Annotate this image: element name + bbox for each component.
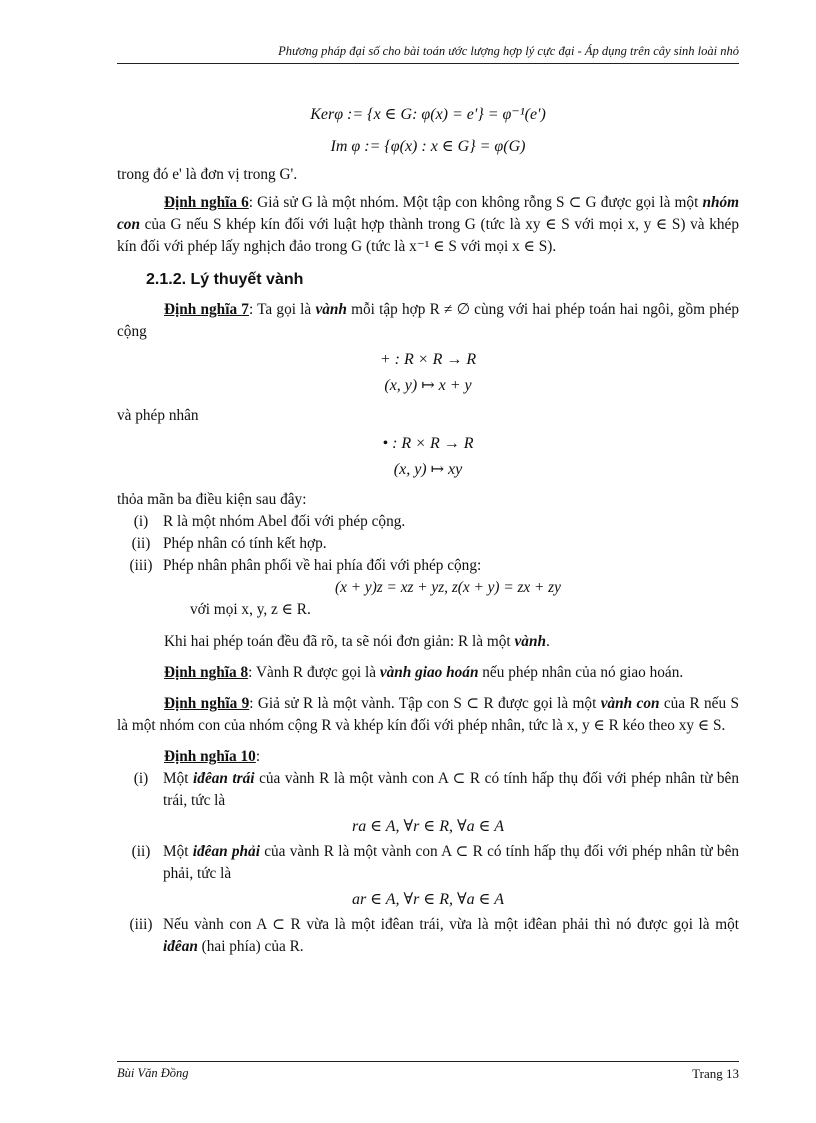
term-ideal: iđêan (163, 938, 198, 955)
term-subgroup: nhóm con (117, 194, 740, 233)
kernel-equation: Kerφ := {x ∈ G: φ(x) = e'} = φ⁻¹(e') (310, 106, 546, 123)
header-rule (117, 63, 739, 64)
ideal-item: (i) Một iđêan trái của vành R là một vành con A ⊂ R có tính hấp thụ đối với phép nhân từ bên trái, tức là (133, 770, 739, 809)
unit-sentence: trong đó e' là đơn vị trong G'. (117, 166, 298, 183)
condition-item: (ii) Phép nhân có tính kết hợp. (131, 535, 327, 552)
multiplication-intro: và phép nhân (117, 407, 199, 424)
definition-8: Định nghĩa 8: Vành R được gọi là vành giao hoán nếu phép nhân của nó giao hoán. (164, 664, 684, 681)
multiplication-map: • : R × R → R (382, 435, 474, 452)
term-left-ideal: iđêan trái (193, 770, 255, 787)
definition-9: Định nghĩa 9: Giả sử R là một vành. Tập con S ⊂ R được gọi là một vành con của R nếu S là một nhóm con của nhóm cộng R và khép kín đối với phép nhân, tức là x, y ∈ R kéo theo xy ∈ S. (117, 695, 739, 734)
section-heading: 2.1.2. Lý thuyết vành (146, 271, 304, 288)
definition-6-label: Định nghĩa 6 (164, 194, 249, 211)
footer-author: Bùi Văn Đồng (117, 1066, 189, 1080)
right-ideal-equation: ar ∈ A, ∀r ∈ R, ∀a ∈ A (351, 891, 505, 908)
term-right-ideal: iđêan phải (192, 843, 260, 860)
definition-7: Định nghĩa 7: Ta gọi là vành mỗi tập hợp R ≠ ∅ cùng với hai phép toán hai ngôi, gồm phép cộng (117, 301, 740, 340)
ideal-item: (iii) Nếu vành con A ⊂ R vừa là một iđêan trái, vừa là một iđêan phải thì nó được gọi là một iđêan (hai phía) của R. (129, 916, 739, 955)
page-body (117, 92, 739, 958)
multiplication-rule: (x, y) ↦ xy (393, 461, 463, 478)
page-number: Trang 13 (692, 1066, 739, 1081)
distributive-law: (x + y)z = xz + yz, z(x + y) = zx + zy (335, 579, 561, 596)
definition-10: Định nghĩa 10: (164, 748, 261, 765)
conditions-intro: thỏa mãn ba điều kiện sau đây: (117, 491, 307, 508)
image-equation: Im φ := {φ(x) : x ∈ G} = φ(G) (330, 138, 526, 155)
left-ideal-equation: ra ∈ A, ∀r ∈ R, ∀a ∈ A (351, 818, 505, 835)
footer-rule (117, 1061, 739, 1062)
simple-ring-sentence: Khi hai phép toán đều đã rõ, ta sẽ nói đơn giản: R là một vành. (164, 633, 550, 650)
condition-item: (i) R là một nhóm Abel đối với phép cộng. (133, 513, 406, 530)
definition-6: Định nghĩa 6: Giả sử G là một nhóm. Một tập con không rỗng S ⊂ G được gọi là một nhóm con của G nếu S khép kín đối với luật hợp thành trong G (tức là xy ∈ S với mọi x, y ∈ S) và khép kín đối với phép lấy nghịch đảo trong G (tức là x⁻¹ ∈ S với mọi x ∈ S). (117, 194, 740, 255)
term-ring: vành (315, 301, 347, 318)
term-subring: vành con (600, 695, 660, 712)
page-header: Phương pháp đại số cho bài toán ước lượng hợp lý cực đại - Áp dụng trên cây sinh loài nhỏ (278, 44, 739, 58)
term-commutative-ring: vành giao hoán (379, 664, 479, 681)
addition-map: + : R × R → R (379, 351, 477, 368)
addition-rule: (x, y) ↦ x + y (384, 377, 472, 394)
condition-item: (iii) Phép nhân phân phối về hai phía đối với phép cộng: (129, 557, 482, 574)
ideal-item: (ii) Một iđêan phải của vành R là một vành con A ⊂ R có tính hấp thụ đối với phép nhân từ bên phải, tức là (131, 843, 740, 882)
distributive-quantifier: với mọi x, y, z ∈ R. (190, 601, 311, 618)
